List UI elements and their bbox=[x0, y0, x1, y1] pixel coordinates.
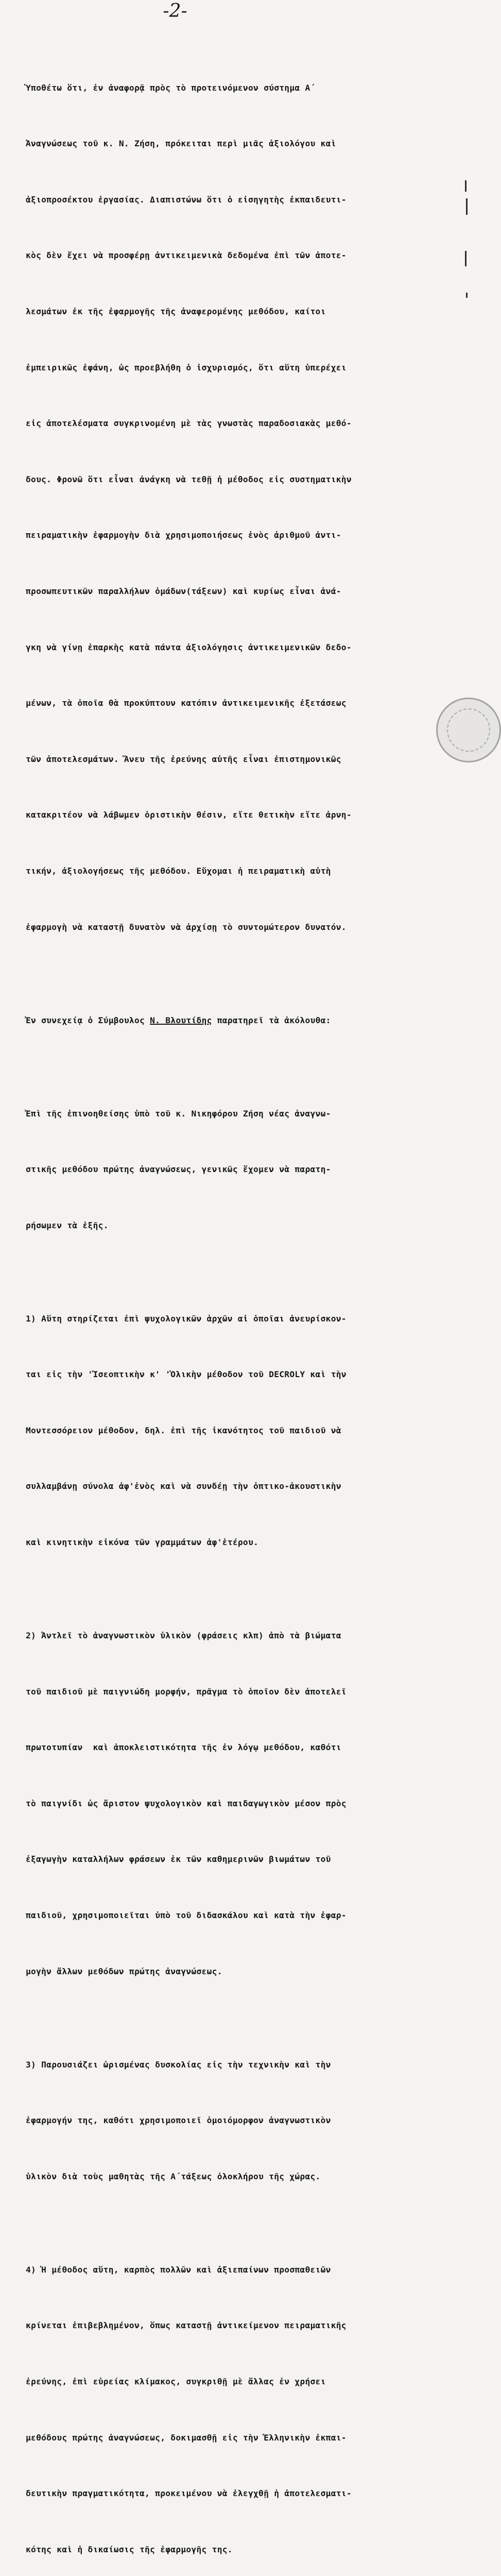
scan-edge-mark bbox=[466, 293, 468, 298]
text-line: ἐφαρμογὴ νὰ καταστῇ δυνατὸν νὰ ἀρχίσῃ τὸ συντομώτερον δυνατόν. bbox=[26, 922, 347, 932]
point-2-line: πρωτοτυπίαν καὶ ἀποκλειστικότητα τῆς ἐν λόγῳ μεθόδου, καθότι bbox=[26, 1742, 341, 1753]
point-2-line: παιδιοῦ, χρησιμοποιεῖται ὑπὸ τοῦ διδασκάλου καὶ κατὰ τὴν ἐφαρ- bbox=[26, 1910, 347, 1921]
point-2-line: τοῦ παιδιοῦ μὲ παιγνιώδη μορφήν, πρᾶγμα τὸ ὁποῖον δὲν ἀποτελεῖ bbox=[26, 1686, 347, 1697]
point-4-line: 4) Ἡ μέθοδος αὕτη, καρπὸς πολλῶν καὶ ἀξιεπαίνων προσπαθειῶν bbox=[26, 2264, 331, 2275]
text-line: τικήν, ἀξιολογήσεως τῆς μεθόδου. Εὔχομαι ἡ πειραματικὴ αὐτὴ bbox=[26, 866, 331, 876]
text-line: ἀξιοπροσέκτου ἐργασίας. Διαπιστώνω ὅτι ὁ εἰσηγητὴς ἐκπαιδευτι- bbox=[26, 194, 347, 205]
point-3-line: ἐφαρμογήν της, καθότι χρησιμοποιεῖ ὁμοιόμορφον ἀναγνωστικὸν bbox=[26, 2115, 331, 2126]
text-line: εἰς ἀποτελέσματα συγκρινομένη μὲ τὰς γνωστὰς παραδοσιακὰς μεθό- bbox=[26, 418, 352, 429]
text-line: Ἀναγνώσεως τοῦ κ. Ν. Ζήση, πρόκειται περὶ μιᾶς ἀξιολόγου καὶ bbox=[26, 139, 336, 149]
point-1-line: ται εἰς τὴν 'Ἰσεοπτικὴν κ' 'Ὁλικὴν μέθοδον τοῦ DECROLY καὶ τὴν bbox=[26, 1369, 347, 1380]
text-line: Ὑποθέτω ὅτι, ἐν ἀναφορᾷ πρὸς τὸ προτεινόμενον σύστημα Α΄ bbox=[26, 82, 316, 93]
seal-stamp-icon bbox=[436, 698, 501, 762]
text-line: τῶν ἀποτελεσμάτων. Ἄνευ τῆς ἐρεύνης αὐτῆς εἶναι ἐπιστημονικῶς bbox=[26, 754, 341, 764]
point-4-line: μεθόδους πρώτης ἀναγνώσεως, δοκιμασθῇ εἰς τὴν Ἑλληνικὴν ἐκπαι- bbox=[26, 2432, 347, 2443]
point-1-line: Μοντεσσόρειον μέθοδον, δηλ. ἐπὶ τῆς ἱκανότητος τοῦ παιδιοῦ νὰ bbox=[26, 1425, 341, 1435]
text-line: γκη νὰ γίνῃ ἐπαρκὴς κατὰ πάντα ἀξιολόγησις ἀντικειμενικῶν δεδο- bbox=[26, 642, 352, 652]
point-4-line: κότης καὶ ἡ δικαίωσις τῆς ἐφαρμογῆς της. bbox=[26, 2544, 233, 2554]
text-line: Ἐπὶ τῆς ἐπινοηθείσης ὑπὸ τοῦ κ. Νικηφόρου Ζήση νέας ἀναγνω- bbox=[26, 1108, 331, 1118]
text-line: ἐμπειρικῶς ἐφάνη, ὡς προεβλήθη ὁ ἰσχυρισμός, ὅτι αὕτη ὑπερέχει bbox=[26, 362, 347, 372]
point-2-line: ἐξαγωγὴν καταλλήλων φράσεων ἐκ τῶν καθημερινῶν βιωμάτων τοῦ bbox=[26, 1854, 331, 1865]
text-line: στικῆς μεθόδου πρώτης ἀναγνώσεως, γενικῶς ἔχομεν νὰ παρατη- bbox=[26, 1164, 331, 1175]
text-line: δους. Φρονῶ ὅτι εἶναι ἀνάγκη νὰ τεθῇ ἡ μέθοδος εἰς συστηματικὴν bbox=[26, 474, 352, 484]
advisor-name: Ν. Βλουτίδης bbox=[150, 1015, 212, 1025]
text-line: κατακριτέον νὰ λάβωμεν ὁριστικὴν θέσιν, εἴτε θετικὴν εἴτε ἀρνη- bbox=[26, 810, 352, 820]
point-4-line: κρίνεται ἐπιβεβλημένον, ὅπως καταστῇ ἀντικείμενον πειραματικῆς bbox=[26, 2320, 347, 2331]
advisor-line-suffix: παρατηρεῖ τὰ ἀκόλουθα: bbox=[212, 1015, 331, 1025]
point-3-line: 3) Παρουσιάζει ὡρισμένας δυσκολίας εἰς τὴν τεχνικὴν καὶ τὴν bbox=[26, 2059, 331, 2070]
advisor-line bbox=[26, 1011, 479, 1030]
scan-edge-mark bbox=[465, 251, 467, 266]
scan-edge-mark bbox=[465, 180, 467, 192]
point-2-line: μογὴν ἄλλων μεθόδων πρώτης ἀναγνώσεως. bbox=[26, 1966, 222, 1976]
text-line: κὸς δὲν ἔχει νὰ προσφέρῃ ἀντικειμενικὰ δεδομένα ἐπὶ τῶν ἀποτε- bbox=[26, 250, 347, 261]
point-2-line: 2) Ἀντλεῖ τὸ ἀναγνωστικὸν ὑλικὸν (φράσεις κλπ) ἀπὸ τὰ βιώματα bbox=[26, 1631, 341, 1641]
advisor-line-prefix: Ἐν συνεχείᾳ ὁ Σύμβουλος bbox=[26, 1015, 150, 1025]
text-line: λεσμάτων ἐκ τῆς ἐφαρμογῆς τῆς ἀναφερομένης μεθόδου, καίτοι bbox=[26, 306, 326, 316]
page-number: -2- bbox=[163, 1, 187, 22]
text-line: μένων, τὰ ὁποῖα θὰ προκύπτουν κατόπιν ἀντικειμενικῆς ἐξετάσεως bbox=[26, 698, 347, 708]
point-3-line: ὑλικὸν διὰ τοὺς μαθητὰς τῆς Α΄τάξεως ὁλοκλήρου τῆς χώρας. bbox=[26, 2171, 321, 2181]
scan-edge-mark bbox=[466, 198, 468, 215]
text-line: ρήσωμεν τὰ ἑξῆς. bbox=[26, 1220, 109, 1230]
point-1-line: 1) Αὕτη στηρίζεται ἐπὶ ψυχολογικῶν ἀρχῶν αἱ ὁποῖαι ἀνευρίσκον- bbox=[26, 1313, 347, 1324]
point-1-line: καὶ κινητικὴν εἰκόνα τῶν γραμμάτων ἀφ'ἑτέρου. bbox=[26, 1537, 259, 1548]
point-2-line: τὸ παιγνίδι ὡς ἄριστον ψυχολογικὸν καὶ παιδαγωγικὸν μέσον πρὸς bbox=[26, 1798, 347, 1808]
point-1-line: συλλαμβάνῃ σύνολα ἀφ'ἑνὸς καὶ νὰ συνδέῃ τὴν ὀπτικο-ἀκουστικὴν bbox=[26, 1481, 341, 1492]
typed-body-text bbox=[26, 23, 479, 2576]
text-line: προσωπευτικῶν παραλλήλων ὁμάδων(τάξεων) καὶ κυρίως εἶναι ἀνά- bbox=[26, 586, 341, 596]
text-line: πειραματικὴν ἐφαρμογὴν διὰ χρησιμοποιήσεως ἑνὸς ἀριθμοῦ ἀντι- bbox=[26, 530, 341, 540]
point-4-line: δευτικὴν πραγματικότητα, προκειμένου νὰ ἐλεγχθῇ ἡ ἀποτελεσματι- bbox=[26, 2488, 352, 2499]
point-4-line: ἐρεύνης, ἐπὶ εὐρείας κλίμακος, συγκριθῇ μὲ ἄλλας ἐν χρήσει bbox=[26, 2377, 326, 2387]
